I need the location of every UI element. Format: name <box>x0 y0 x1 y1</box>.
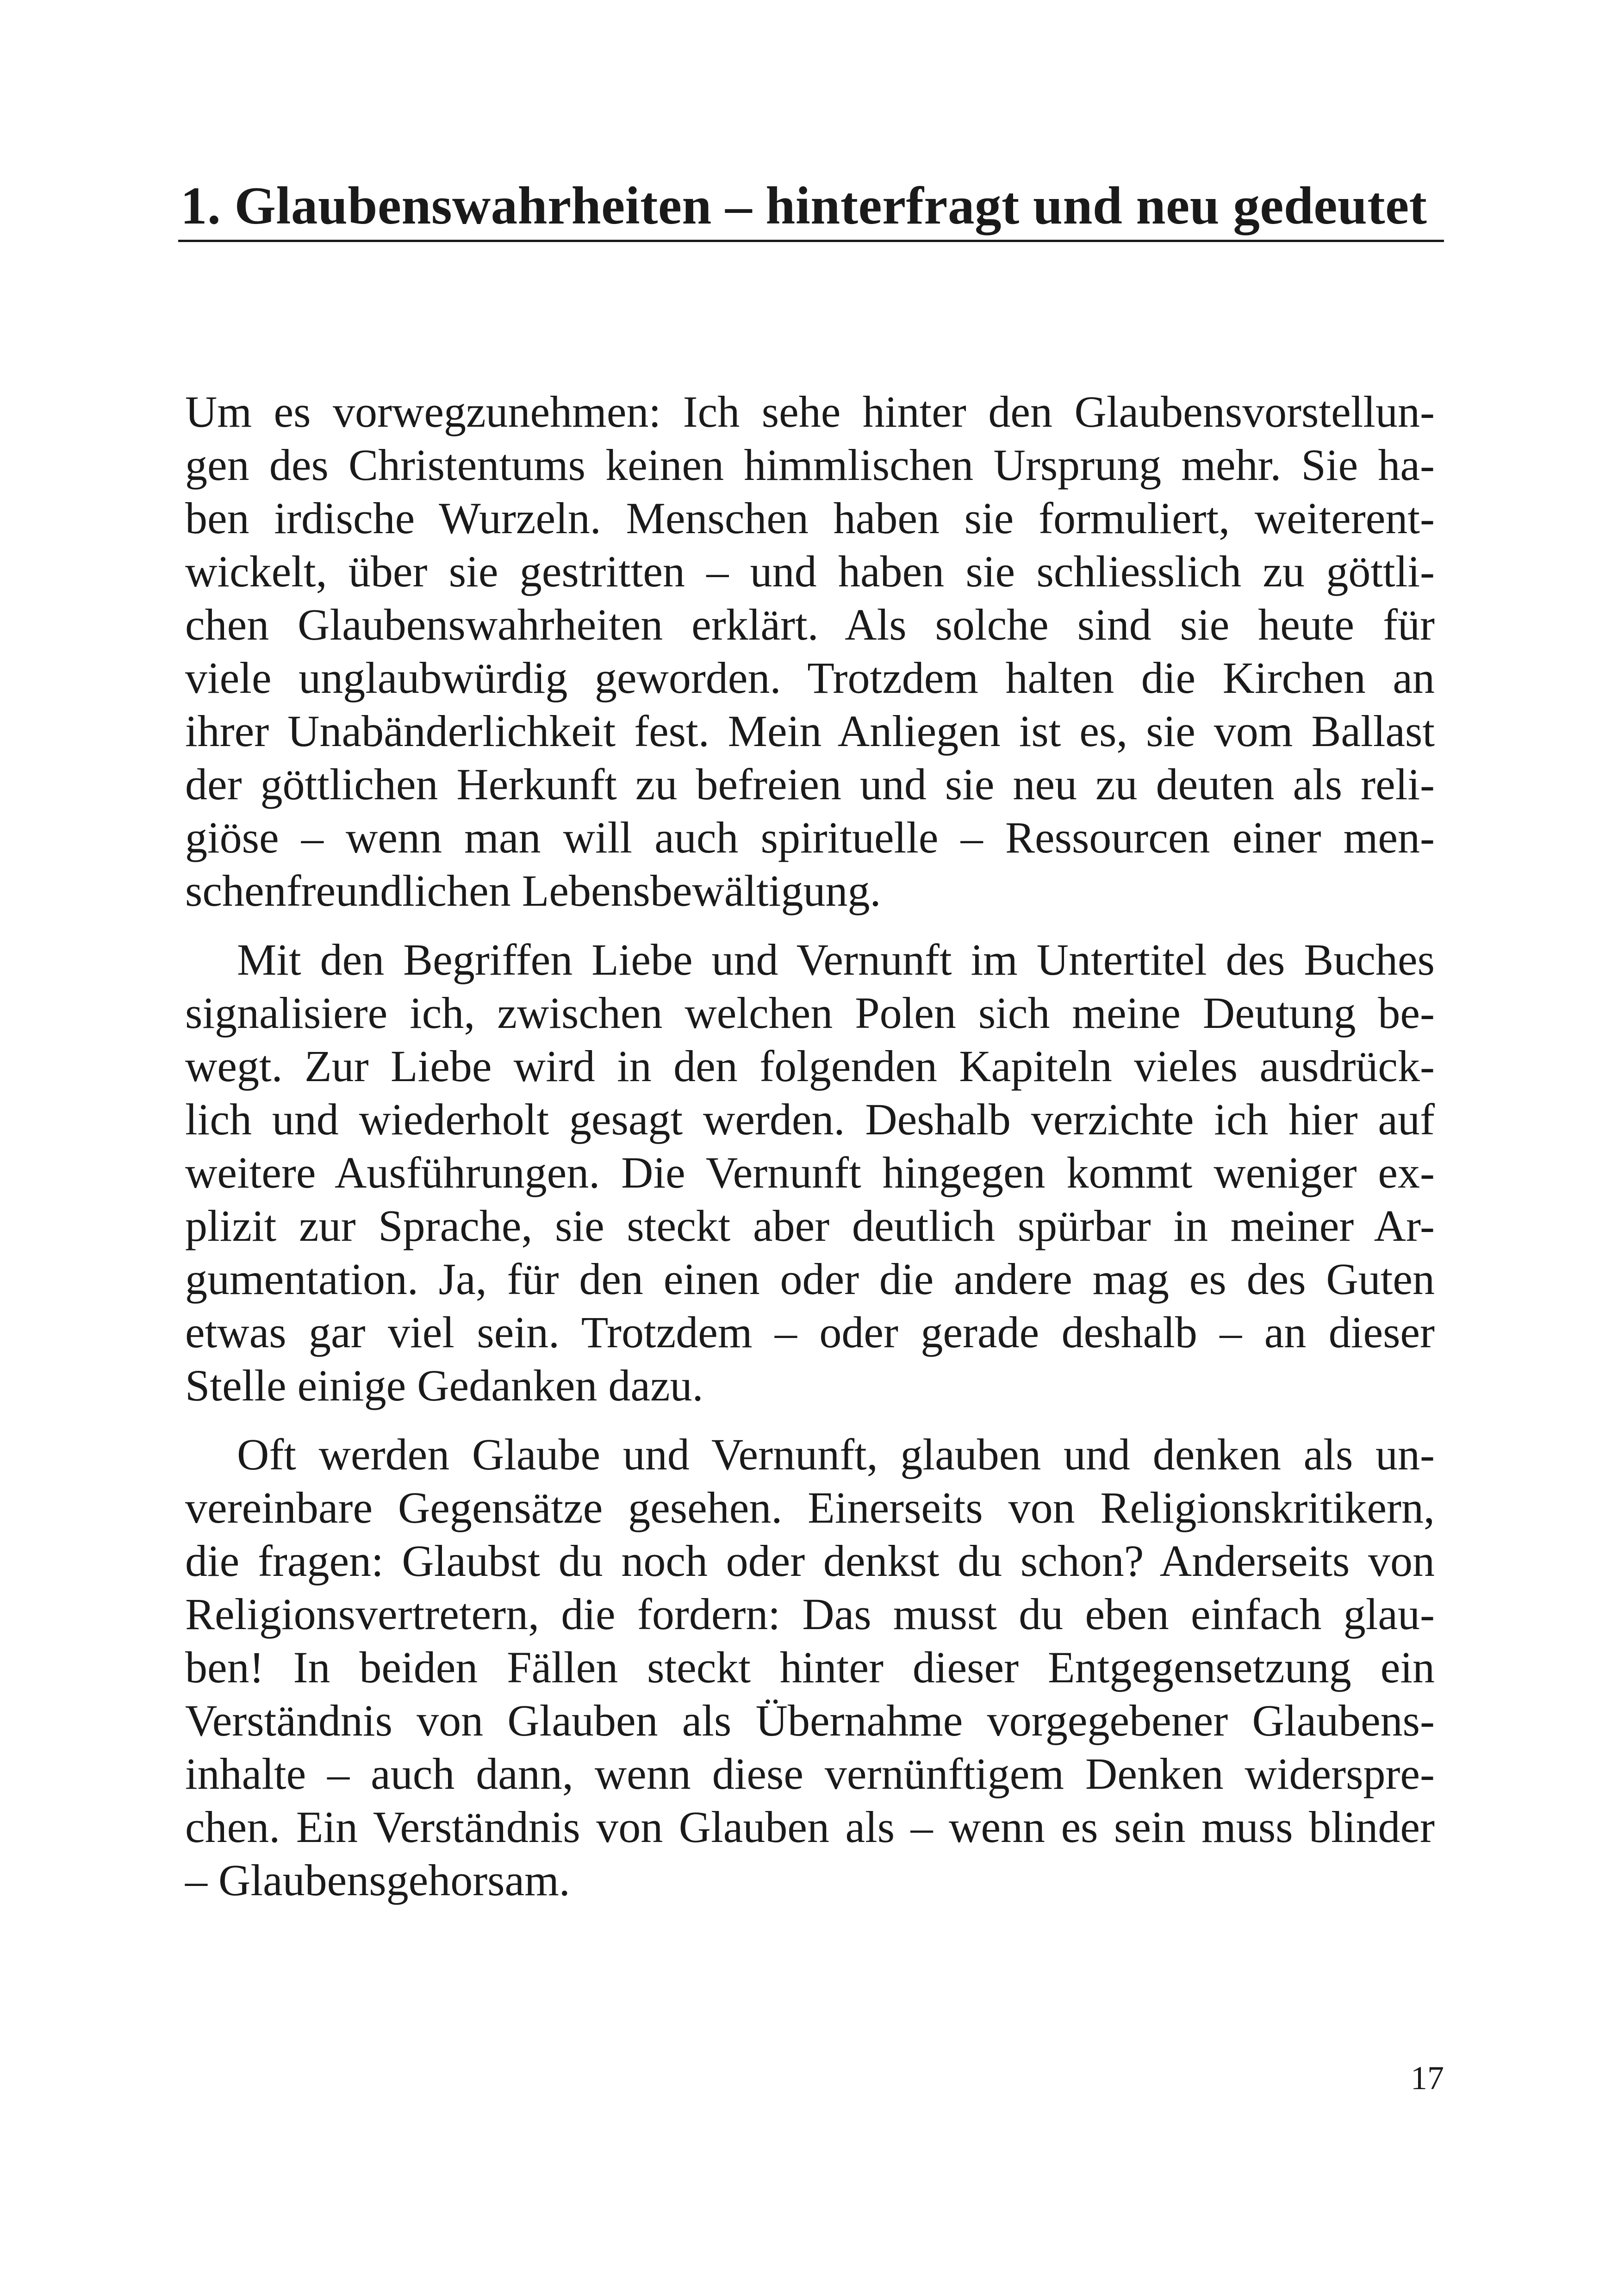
text-line: Oft werden Glaube und Vernunft, glauben und denken als un- <box>237 1430 1435 1479</box>
text-line: chen Glaubenswahrheiten erklärt. Als solche sind sie heute für <box>185 600 1435 649</box>
text-line: Mit den Begriffen Liebe und Vernunft im Untertitel des Buches <box>237 935 1435 984</box>
text-line: Religionsvertretern, die fordern: Das musst du eben einfach glau- <box>185 1589 1435 1639</box>
text-line: chen. Ein Verständnis von Glauben als – wenn es sein muss blinder <box>185 1802 1435 1852</box>
text-line: vereinbare Gegensätze gesehen. Einerseits von Religionskritikern, <box>185 1483 1435 1532</box>
text-line: ben irdische Wurzeln. Menschen haben sie formuliert, weiterent- <box>185 493 1435 543</box>
text-line: ihrer Unabänderlichkeit fest. Mein Anliegen ist es, sie vom Ballast <box>185 706 1435 756</box>
text-line: Verständnis von Glauben als Übernahme vorgegebener Glaubens- <box>185 1696 1435 1745</box>
text-line: Um es vorwegzunehmen: Ich sehe hinter den Glaubensvorstellun- <box>185 387 1435 436</box>
text-line: der göttlichen Herkunft zu befreien und sie neu zu deuten als reli- <box>185 759 1435 809</box>
text-line: schenfreundlichen Lebensbewältigung. <box>185 866 881 915</box>
text-line: – Glaubensgehorsam. <box>185 1855 570 1905</box>
text-line: gumentation. Ja, für den einen oder die andere mag es des Guten <box>185 1254 1435 1304</box>
text-line: Stelle einige Gedanken dazu. <box>185 1361 703 1410</box>
text-line: giöse – wenn man will auch spirituelle – Ressourcen einer men- <box>185 813 1435 862</box>
text-line: wickelt, über sie gestritten – und haben sie schliesslich zu göttli- <box>185 547 1435 596</box>
title-underline <box>178 240 1444 242</box>
paragraph-3 <box>185 1428 1435 1907</box>
paragraph-2 <box>185 933 1435 1412</box>
text-line: inhalte – auch dann, wenn diese vernünftigem Denken widerspre- <box>185 1749 1435 1798</box>
text-line: plizit zur Sprache, sie steckt aber deutlich spürbar in meiner Ar- <box>185 1201 1435 1251</box>
text-line: ben! In beiden Fällen steckt hinter dieser Entgegensetzung ein <box>185 1643 1435 1692</box>
text-line: etwas gar viel sein. Trotzdem – oder gerade deshalb – an dieser <box>185 1307 1435 1357</box>
text-line: signalisiere ich, zwischen welchen Polen sich meine Deutung be- <box>185 988 1435 1038</box>
page-number: 17 <box>1411 2060 1444 2097</box>
text-line: lich und wiederholt gesagt werden. Deshalb verzichte ich hier auf <box>185 1095 1435 1144</box>
text-line: weitere Ausführungen. Die Vernunft hingegen kommt weniger ex- <box>185 1148 1435 1197</box>
text-line: viele unglaubwürdig geworden. Trotzdem halten die Kirchen an <box>185 653 1435 703</box>
text-line: die fragen: Glaubst du noch oder denkst du schon? Anderseits von <box>185 1536 1435 1586</box>
chapter-title: 1. Glaubenswahrheiten – hinterfragt und neu gedeutet <box>180 176 1427 235</box>
paragraph-1 <box>185 385 1435 917</box>
text-line: gen des Christentums keinen himmlischen Ursprung mehr. Sie ha- <box>185 440 1435 490</box>
body-text <box>185 385 1435 1907</box>
text-line: wegt. Zur Liebe wird in den folgenden Kapiteln vieles ausdrück- <box>185 1041 1435 1091</box>
